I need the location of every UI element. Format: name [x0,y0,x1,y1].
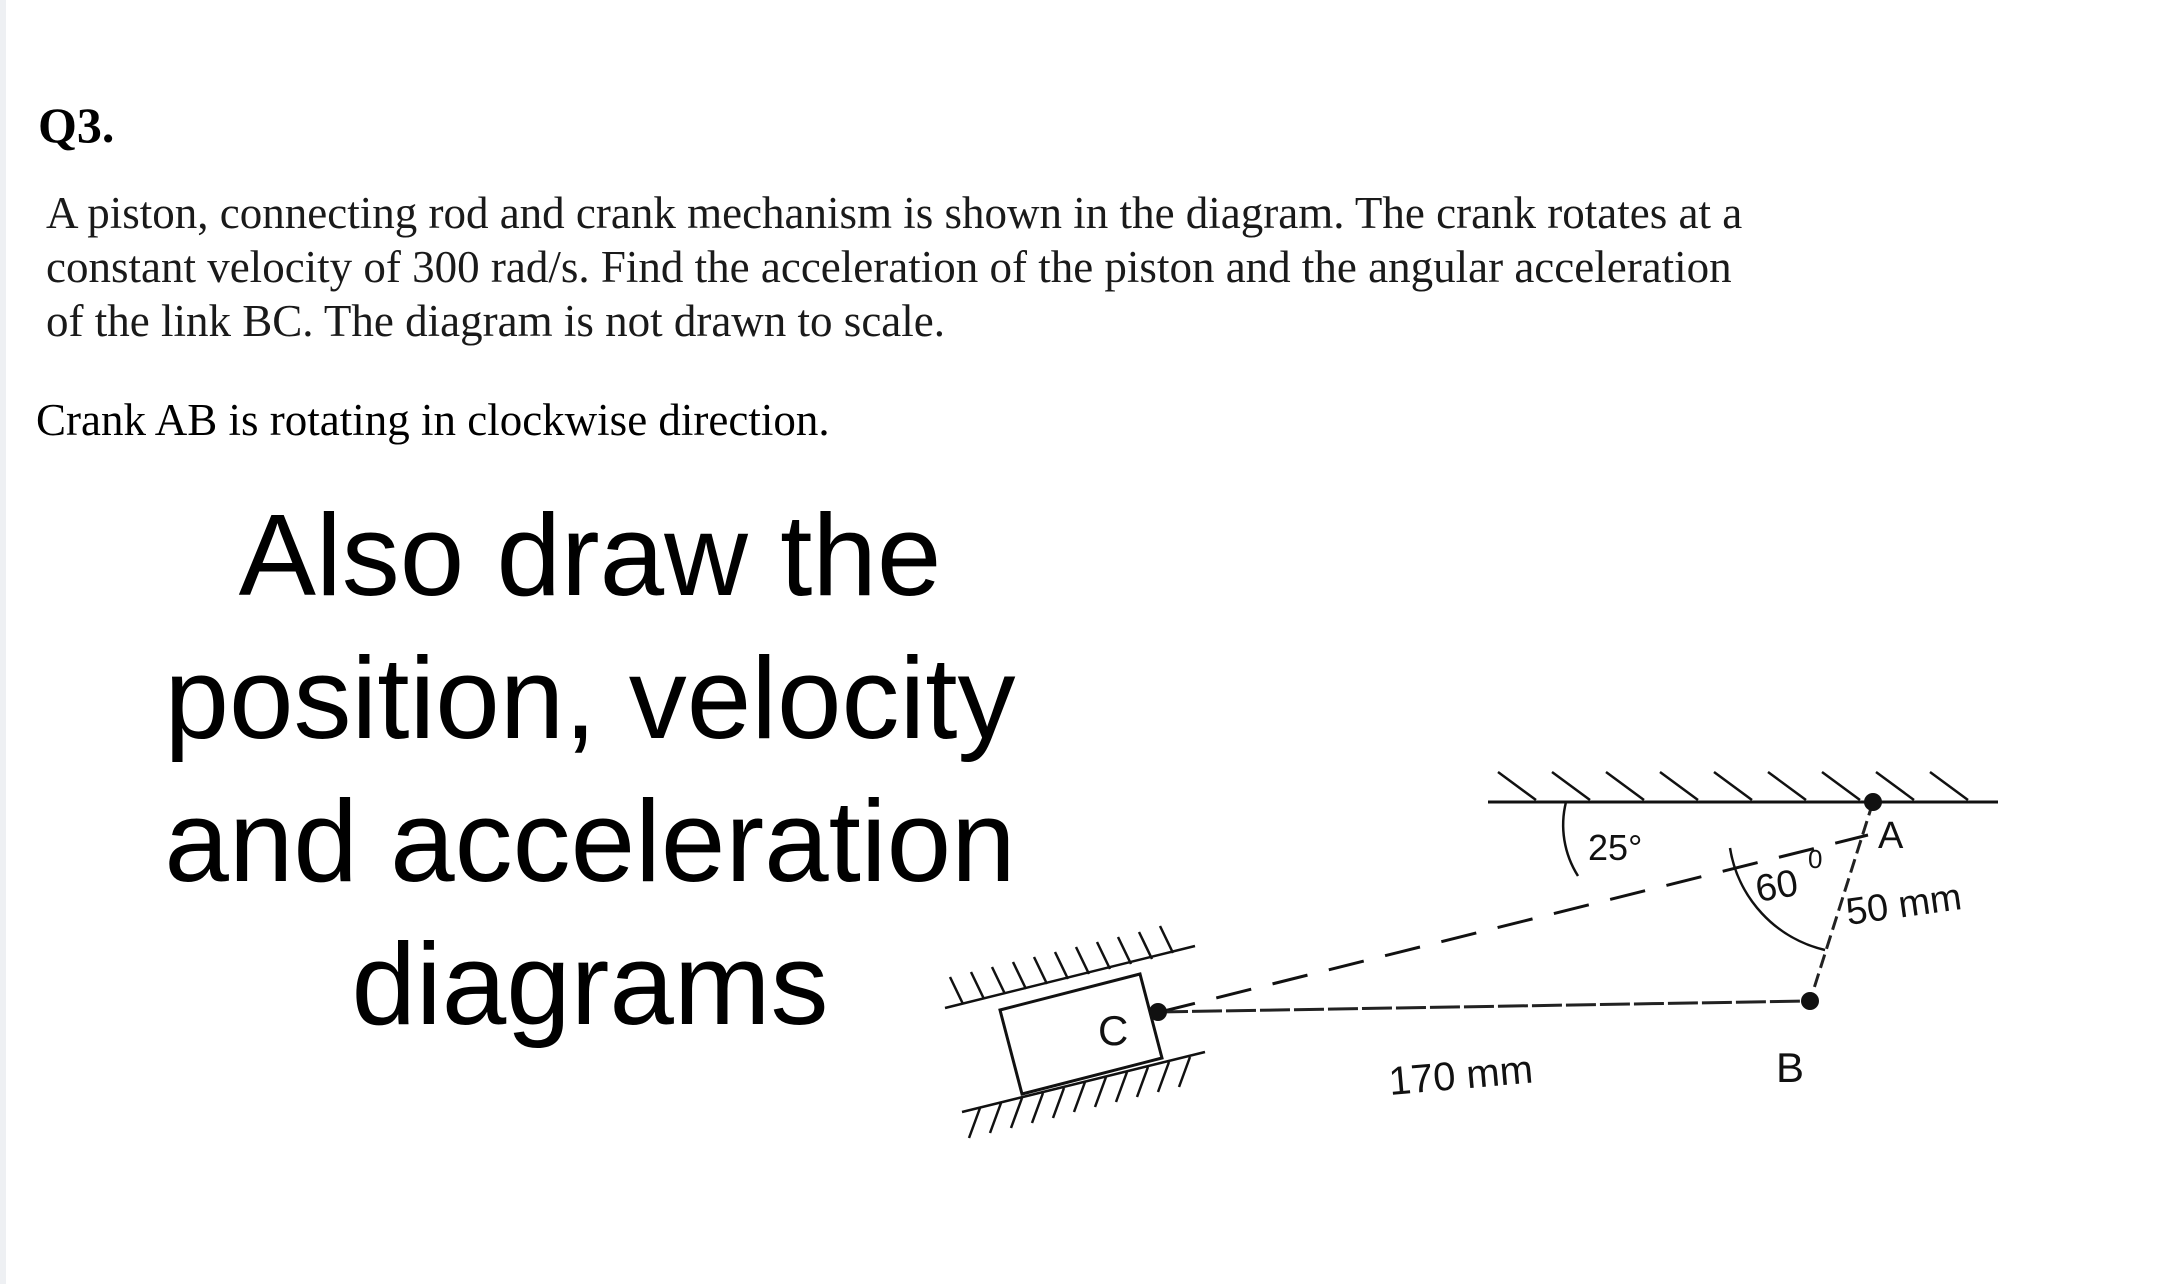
label-angle-25: 25° [1588,827,1643,868]
problem-line: of the link BC. The diagram is not drawn to scale. [46,296,945,346]
label-point-c: C [1098,1007,1129,1054]
label-crank-length: 50 mm [1843,876,1965,934]
label-angle-60: 60 [1752,862,1802,911]
problem-line: constant velocity of 300 rad/s. Find the acceleration of the piston and the angular acceleration [46,242,1732,292]
joint-a [1864,793,1882,811]
label-degree-mark: 0 [1808,844,1823,874]
slider-guide-upper [945,926,1195,1008]
slider-block [1000,974,1162,1094]
instruction-line: position, velocity [164,633,1016,763]
slider-axis-dashed-line [1160,835,1868,1012]
joint-c [1149,1003,1167,1021]
label-point-b: B [1776,1044,1805,1091]
slider-guide-lower [962,1052,1205,1138]
problem-line: A piston, connecting rod and crank mechanism is shown in the diagram. The crank rotates at a [46,188,1743,238]
joint-b [1801,992,1819,1010]
rotation-direction-note: Crank AB is rotating in clockwise direction. [36,395,830,445]
instruction-line: Also draw the [238,490,942,620]
question-number: Q3. [38,97,115,153]
ground-top [1488,772,1998,802]
connecting-rod-bc [1158,1001,1810,1012]
label-point-a: A [1878,815,1904,857]
instruction-line: diagrams [351,919,829,1049]
angle-arc-25 [1563,802,1578,876]
instruction-line: and acceleration [164,776,1016,906]
label-rod-length: 170 mm [1386,1047,1535,1104]
